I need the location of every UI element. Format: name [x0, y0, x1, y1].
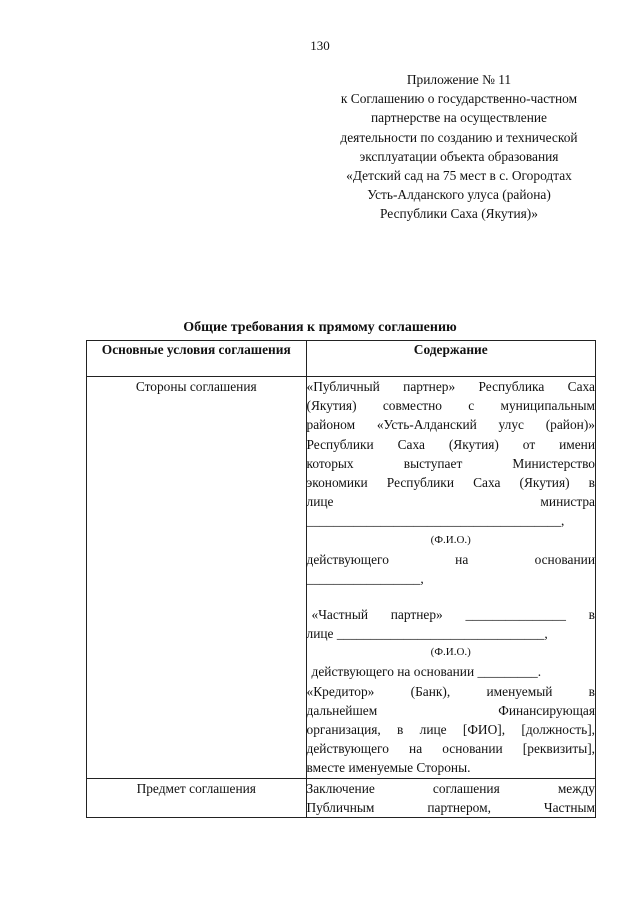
- requirements-table: [86, 340, 596, 818]
- appendix-line: партнерстве на осуществление: [371, 110, 547, 126]
- fio-caption: (Ф.И.О.): [430, 646, 471, 659]
- basis-blank: _________________,: [306, 570, 424, 586]
- content-line: организация, в лице [ФИО], [должность],: [306, 722, 595, 738]
- table-header-row: [87, 341, 596, 377]
- content-line: лице _______________________________,: [306, 626, 548, 642]
- appendix-line: к Соглашению о государственно-частном: [340, 91, 578, 107]
- content-line: действующего на основании [реквизиты],: [306, 741, 595, 757]
- table-row: [87, 778, 596, 817]
- fio-caption: (Ф.И.О.): [430, 533, 471, 546]
- content-cell: [306, 778, 595, 817]
- header-content: Содержание: [306, 341, 595, 377]
- content-line: Публичным партнером, Частным: [306, 799, 595, 815]
- content-line: Заключение соглашения между: [306, 780, 595, 796]
- content-line: лице министра: [306, 494, 595, 510]
- appendix-header: [300, 70, 618, 224]
- signature-blank: ______________________________________,: [306, 513, 565, 529]
- appendix-line: эксплуатации объекта образования: [359, 148, 559, 164]
- appendix-line: «Детский сад на 75 мест в с. Огородтах: [346, 168, 572, 184]
- appendix-line: деятельности по созданию и технической: [340, 129, 578, 145]
- header-conditions: Основные условия соглашения: [87, 341, 307, 377]
- appendix-line: Приложение № 11: [406, 72, 512, 87]
- content-line: «Кредитор» (Банк), именуемый в: [306, 683, 595, 699]
- content-line: «Частный партнер» _______________ в: [311, 607, 595, 623]
- content-cell: [306, 377, 595, 779]
- document-title: Общие требования к прямому соглашению: [183, 320, 457, 335]
- appendix-line: Республики Саха (Якутия)»: [380, 206, 538, 222]
- appendix-line: Усть-Алданского улуса (района): [367, 187, 551, 203]
- content-line: районом «Усть-Алданский улус (район)»: [306, 417, 595, 433]
- condition-cell: Стороны соглашения: [87, 377, 307, 779]
- content-line: которых выступает Министерство: [306, 455, 595, 471]
- content-line: действующего на основании _________.: [311, 664, 542, 680]
- content-line: экономики Республики Саха (Якутия) в: [306, 475, 595, 491]
- content-line: действующего на основании: [306, 551, 595, 567]
- content-line: (Якутия) совместно с муниципальным: [306, 398, 595, 414]
- table-row: [87, 377, 596, 779]
- content-line: вместе именуемые Стороны.: [306, 760, 471, 776]
- page-number: 130: [310, 38, 330, 53]
- content-line: «Публичный партнер» Республика Саха: [306, 379, 595, 394]
- content-line: Республики Саха (Якутия) от имени: [306, 436, 595, 452]
- condition-cell: Предмет соглашения: [87, 778, 307, 817]
- content-line: дальнейшем Финансирующая: [306, 702, 595, 718]
- blank-line: [307, 588, 595, 605]
